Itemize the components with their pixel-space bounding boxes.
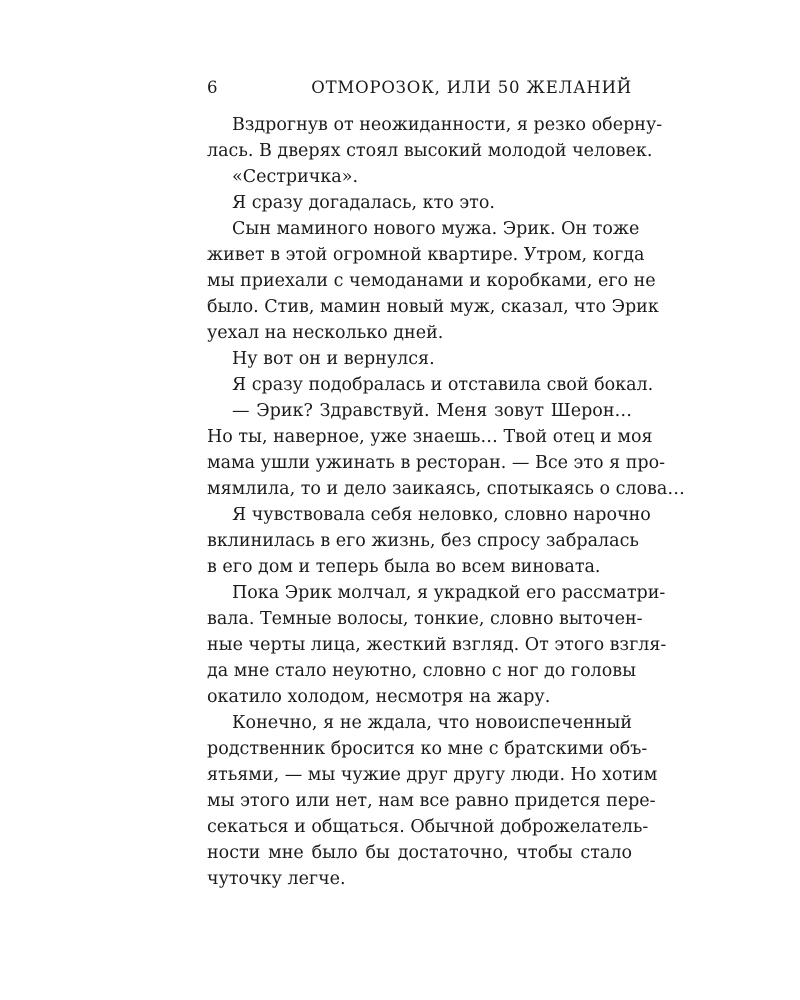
paragraph — [207, 164, 632, 190]
text-line: уехал на несколько дней. — [207, 323, 444, 343]
text-line: Я сразу догадалась, кто это. — [232, 193, 495, 213]
paragraph — [207, 710, 658, 892]
text-line: мы приехали с чемоданами и коробками, его не — [207, 271, 656, 291]
page-header — [207, 76, 632, 100]
paragraph — [207, 398, 685, 502]
text-line: ности мне было бы достаточно, чтобы стало — [207, 843, 632, 863]
text-line: Но ты, наверное, уже знаешь… Твой отец и моя — [207, 427, 653, 447]
paragraph — [207, 580, 667, 710]
text-line: было. Стив, мамин новый муж, сказал, что Эрик — [207, 297, 659, 317]
page-number: 6 — [207, 78, 218, 97]
text-line: живет в этой огромной квартире. Утром, когда — [207, 245, 645, 265]
paragraph — [207, 372, 654, 398]
text-line: окатило холодом, несмотря на жару. — [207, 687, 551, 707]
paragraph — [207, 112, 663, 164]
text-line: вклинилась в его жизнь, без спросу забралась — [207, 531, 639, 551]
text-line: Вздрогнув от неожиданности, я резко оберну- — [232, 115, 663, 135]
paragraph — [207, 216, 659, 346]
text-line: Я сразу подобралась и отставила свой бокал. — [232, 375, 654, 395]
text-line: Сын маминого нового мужа. Эрик. Он тоже — [232, 219, 640, 239]
text-line: «Сестричка». — [232, 167, 359, 187]
paragraph — [207, 502, 651, 580]
text-line: Пока Эрик молчал, я украдкой его рассматри- — [232, 583, 666, 603]
body-text — [207, 112, 685, 892]
text-line: мы этого или нет, нам все равно придется пере- — [207, 791, 656, 811]
text-line: чуточку легче. — [207, 869, 346, 889]
paragraph — [207, 346, 632, 372]
text-line: родственник бросится ко мне с братскими объ- — [207, 739, 648, 759]
text-line: ятьями, — мы чужие друг другу люди. Но хотим — [207, 765, 658, 785]
text-line: в его дом и теперь была во всем виновата. — [207, 557, 601, 577]
paragraph — [207, 190, 632, 216]
text-line: секаться и общаться. Обычной доброжелатель- — [207, 817, 649, 837]
text-line: ные черты лица, жесткий взгляд. От этого взгля- — [207, 635, 667, 655]
text-line: Конечно, я не ждала, что новоиспеченный — [232, 713, 632, 733]
text-line: — Эрик? Здравствуй. Меня зовут Шерон… — [232, 401, 632, 421]
text-line: лась. В дверях стоял высокий молодой человек. — [207, 141, 653, 161]
text-line: мама ушли ужинать в ресторан. — Все это я про- — [207, 453, 666, 473]
text-line: мямлила, то и дело заикаясь, спотыкаясь о слова… — [207, 479, 685, 499]
book-page — [207, 76, 685, 892]
text-line: вала. Темные волосы, тонкие, словно выточен- — [207, 609, 643, 629]
text-line: Я чувствовала себя неловко, словно нарочно — [232, 505, 651, 525]
running-title: ОТМОРОЗОК, ИЛИ 50 ЖЕЛАНИЙ — [311, 78, 632, 97]
text-line: Ну вот он и вернулся. — [232, 349, 435, 369]
text-line: да мне стало неуютно, словно с ног до головы — [207, 661, 637, 681]
